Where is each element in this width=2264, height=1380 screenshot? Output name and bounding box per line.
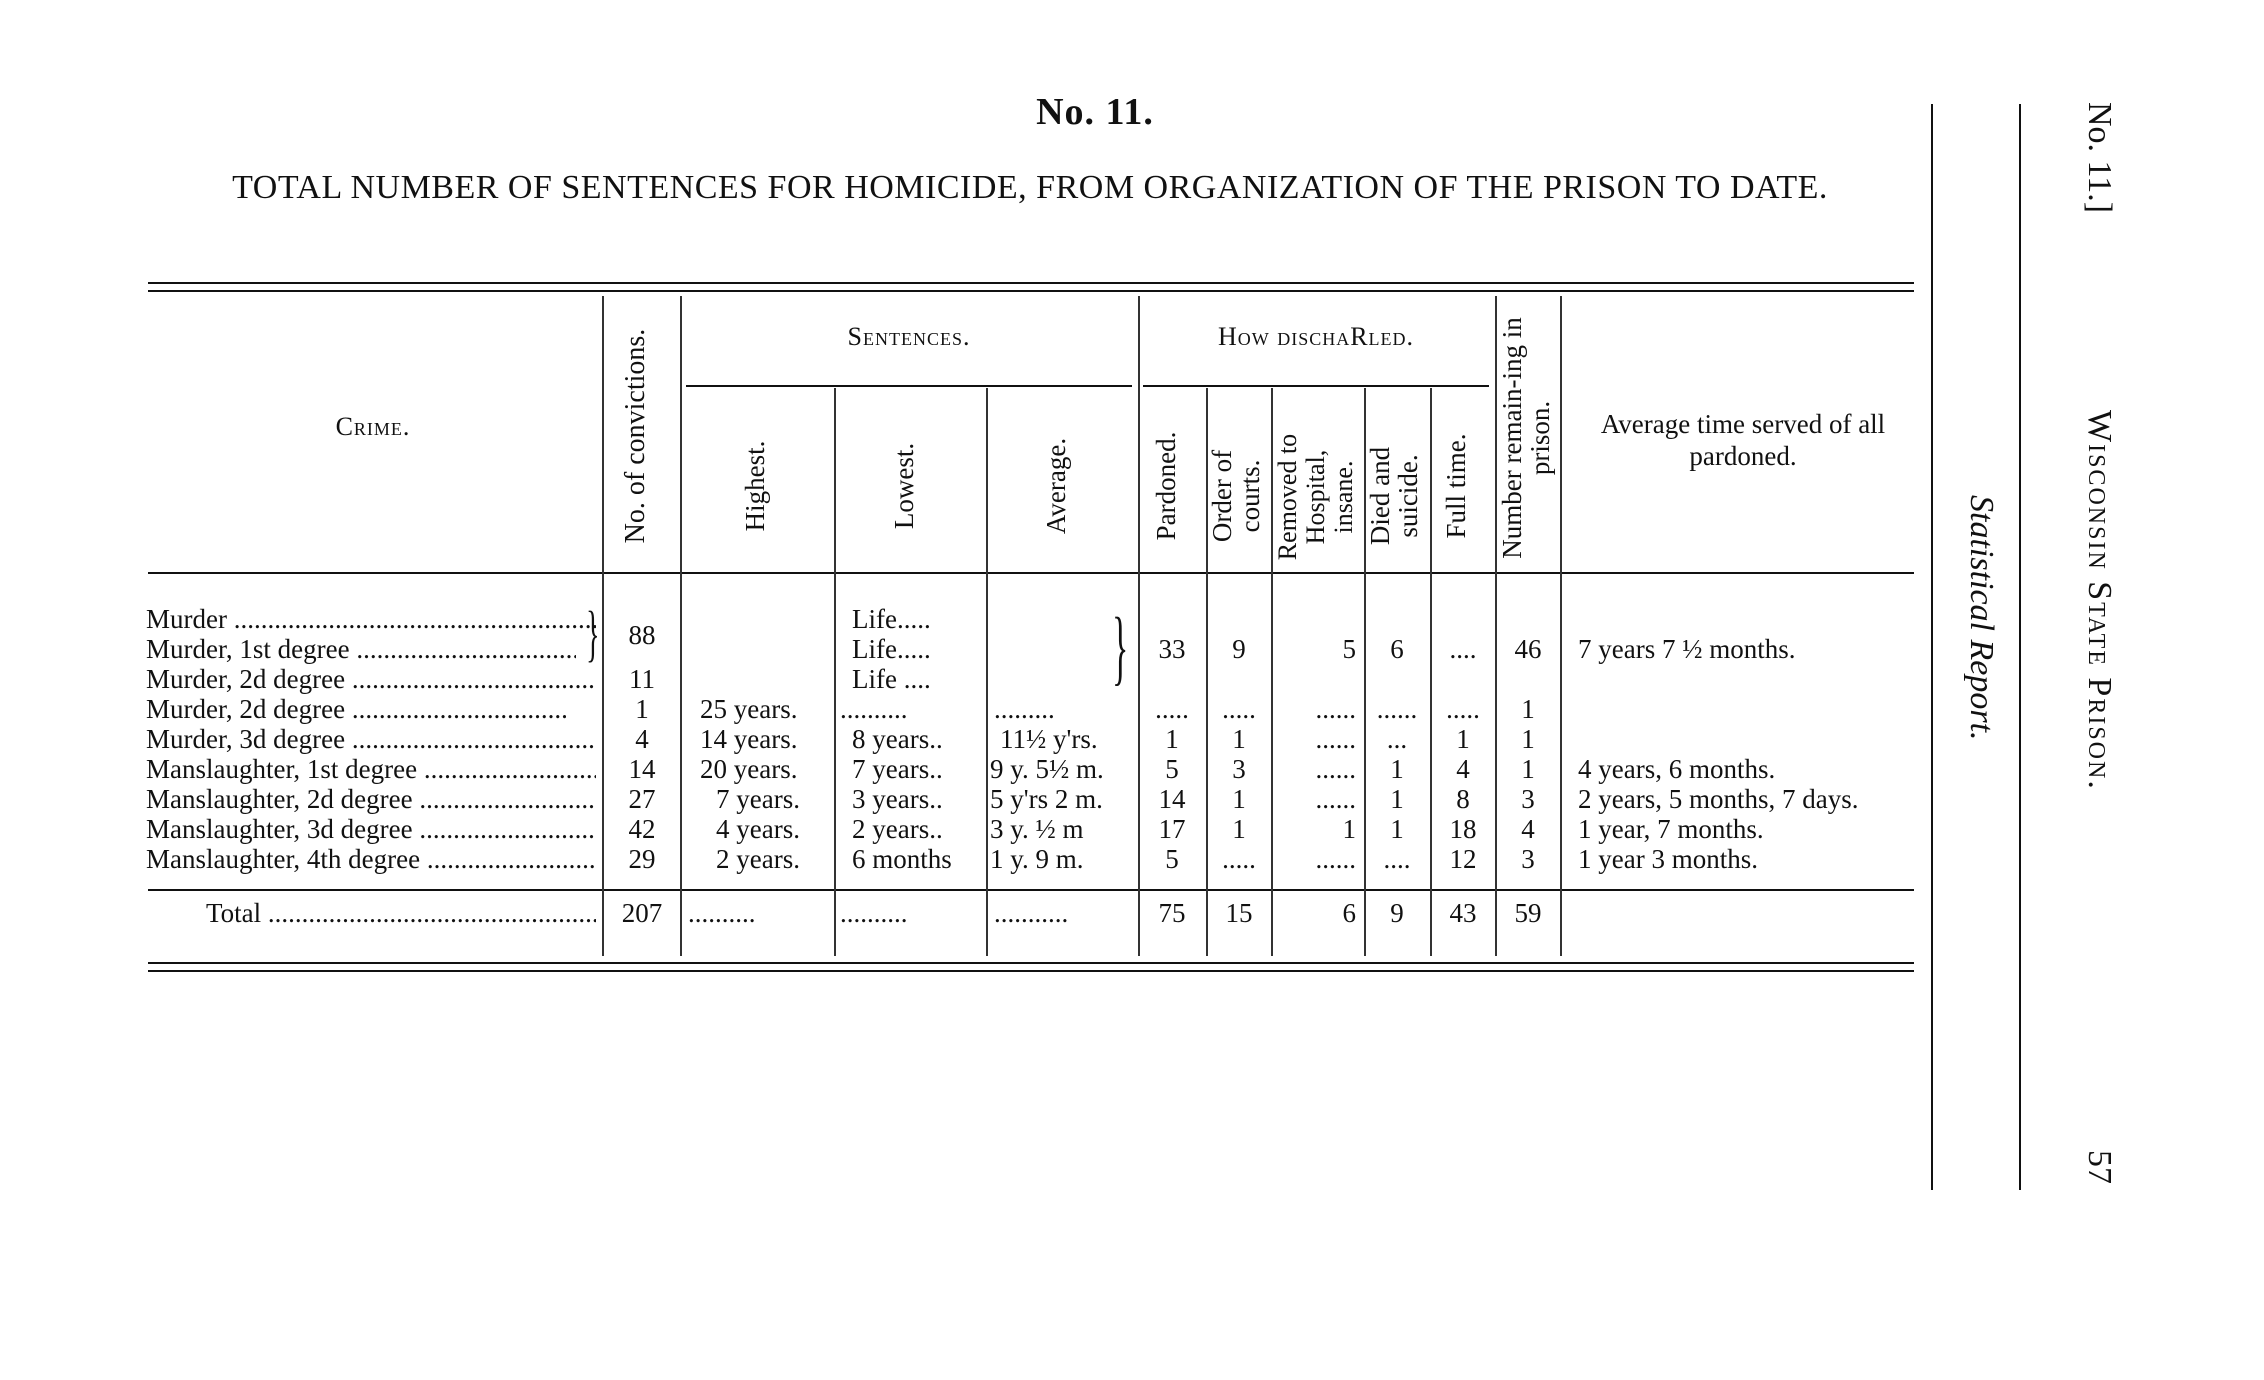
- row-crime: Murder, 2d degree .....: [146, 694, 566, 724]
- table-number: No. 11.: [1036, 91, 1154, 133]
- cell-pardoned: 17: [1158, 814, 1186, 844]
- cell-died: ...: [1386, 724, 1408, 754]
- cell-highest: 4 years.: [716, 814, 800, 844]
- cell-order: .....: [1222, 694, 1256, 724]
- page-number: 57: [2081, 1150, 2118, 1184]
- total-pardoned: 75: [1158, 898, 1186, 928]
- cell-died: ......: [1376, 694, 1418, 724]
- cell-average: 9 y. 5½ m.: [990, 754, 1104, 784]
- running-page-label: No. 11.]: [2081, 102, 2118, 214]
- section-label: Statistical Report.: [1963, 495, 2000, 741]
- cell-avg-served: 2 years, 5 months, 7 days.: [1578, 784, 1859, 814]
- cell-average: 11½ y'rs.: [1000, 724, 1098, 754]
- murder-group-removed: 5: [1342, 634, 1356, 664]
- header-died-suicide: Died and suicide.: [1365, 446, 1423, 546]
- cell-full-time: 18: [1449, 814, 1477, 844]
- col-rule: [602, 296, 604, 956]
- cell-average: 1 y. 9 m.: [990, 844, 1084, 874]
- header-full-time: Full time.: [1441, 433, 1471, 539]
- cell-average: .........: [994, 694, 1055, 724]
- margin-rule-left: [1931, 104, 1933, 1190]
- cell-lowest: 6 months: [852, 844, 952, 874]
- cell-died: 1: [1390, 784, 1404, 814]
- col-rule: [680, 296, 682, 956]
- total-remaining: 59: [1514, 898, 1542, 928]
- cell-pardoned: .....: [1155, 694, 1189, 724]
- cell-remaining: 4: [1521, 814, 1535, 844]
- cell-removed: ......: [1315, 724, 1356, 754]
- cell-removed: ......: [1315, 754, 1356, 784]
- cell-remaining: 1: [1521, 724, 1535, 754]
- cell-lowest: Life.....: [852, 604, 931, 634]
- header-how-discharged: How dischaRled.: [1217, 322, 1415, 351]
- cell-died: ....: [1383, 844, 1411, 874]
- total-full-time: 43: [1449, 898, 1477, 928]
- col-rule: [834, 388, 836, 956]
- total-label: Total .....: [206, 898, 596, 928]
- row-crime: Murder, 3d degree .....: [146, 724, 596, 754]
- cell-convictions: 11: [629, 664, 655, 694]
- cell-full-time: 4: [1456, 754, 1470, 784]
- row-crime: Murder .....: [146, 604, 596, 634]
- col-rule: [1560, 296, 1562, 956]
- rule-total-top: [148, 889, 1914, 891]
- cell-lowest: 7 years..: [852, 754, 943, 784]
- cell-removed: ......: [1315, 784, 1356, 814]
- murder-group-convictions: 88: [628, 620, 656, 650]
- cell-convictions: 27: [628, 784, 656, 814]
- rule-top-2: [148, 290, 1914, 292]
- cell-lowest: Life ....: [852, 664, 931, 694]
- rule-bottom-1: [148, 962, 1914, 964]
- cell-avg-served: 4 years, 6 months.: [1578, 754, 1776, 784]
- cell-died: 1: [1390, 814, 1404, 844]
- row-crime: Murder, 2d degree .....: [146, 664, 596, 694]
- cell-convictions: 42: [628, 814, 656, 844]
- header-convictions: No. of convictions.: [620, 328, 651, 544]
- cell-removed: ......: [1315, 844, 1356, 874]
- cell-full-time: 12: [1449, 844, 1477, 874]
- header-highest: Highest.: [740, 440, 770, 532]
- cell-order: 1: [1232, 814, 1246, 844]
- cell-lowest: 2 years..: [852, 814, 943, 844]
- rule-top-1: [148, 282, 1914, 284]
- row-crime: Murder, 1st degree .....: [146, 634, 576, 664]
- cell-pardoned: 5: [1165, 754, 1179, 784]
- cell-order: .....: [1222, 844, 1256, 874]
- murder-group-avg-served: 7 years 7 ½ months.: [1578, 634, 1796, 664]
- header-sentences: Sentences.: [847, 322, 971, 351]
- cell-average: 3 y. ½ m: [990, 814, 1084, 844]
- total-average: ...........: [994, 898, 1069, 928]
- cell-convictions: 29: [628, 844, 656, 874]
- row-crime: Manslaughter, 1st degree .....: [146, 754, 596, 784]
- row-crime: Manslaughter, 2d degree .....: [146, 784, 596, 814]
- cell-lowest: ..........: [840, 694, 908, 724]
- header-crime: Crime.: [335, 412, 411, 441]
- total-died: 9: [1390, 898, 1404, 928]
- cell-highest: 14 years.: [700, 724, 798, 754]
- murder-group-full: ....: [1449, 634, 1477, 664]
- row-crime: Manslaughter, 4th degree .....: [146, 844, 596, 874]
- cell-pardoned: 5: [1165, 844, 1179, 874]
- cell-average: 5 y'rs 2 m.: [990, 784, 1103, 814]
- cell-convictions: 4: [635, 724, 649, 754]
- col-rule: [986, 388, 988, 956]
- cell-lowest: 8 years..: [852, 724, 943, 754]
- cell-avg-served: 1 year 3 months.: [1578, 844, 1758, 874]
- cell-highest: 25 years.: [700, 694, 798, 724]
- brace-life: }: [1112, 601, 1129, 694]
- header-order-of-courts: Order of courts.: [1207, 449, 1265, 543]
- cell-highest: 20 years.: [700, 754, 798, 784]
- cell-lowest: Life.....: [852, 634, 931, 664]
- row-crime: Manslaughter, 3d degree .....: [146, 814, 596, 844]
- cell-removed: 1: [1342, 814, 1356, 844]
- rule-sentences: [686, 385, 1132, 387]
- murder-group-pardoned: 33: [1158, 634, 1186, 664]
- cell-full-time: 8: [1456, 784, 1470, 814]
- running-title: Wisconsin State Prison.: [2081, 410, 2118, 791]
- cell-highest: 2 years.: [716, 844, 800, 874]
- table-title: TOTAL NUMBER OF SENTENCES FOR HOMICIDE, FROM ORGANIZATION OF THE PRISON TO DATE.: [232, 169, 1828, 206]
- total-lowest: ..........: [840, 898, 908, 928]
- cell-order: 1: [1232, 784, 1246, 814]
- header-average: Average.: [1041, 437, 1071, 535]
- total-order: 15: [1225, 898, 1253, 928]
- header-average-time-served: Average time served of all pardoned.: [1600, 409, 1886, 471]
- total-removed: 6: [1342, 898, 1356, 928]
- header-pardoned: Pardoned.: [1151, 431, 1181, 541]
- cell-remaining: 3: [1521, 784, 1535, 814]
- rule-header-bottom: [148, 572, 1914, 574]
- murder-group-remaining: 46: [1514, 634, 1542, 664]
- murder-group-died: 6: [1390, 634, 1404, 664]
- cell-highest: 7 years.: [716, 784, 800, 814]
- margin-rule-right: [2019, 104, 2021, 1190]
- total-convictions: 207: [621, 898, 663, 928]
- cell-convictions: 1: [635, 694, 649, 724]
- cell-order: 1: [1232, 724, 1246, 754]
- rule-discharged: [1143, 385, 1489, 387]
- cell-order: 3: [1232, 754, 1246, 784]
- total-highest: ..........: [688, 898, 756, 928]
- cell-remaining: 3: [1521, 844, 1535, 874]
- cell-convictions: 14: [628, 754, 656, 784]
- cell-remaining: 1: [1521, 754, 1535, 784]
- cell-pardoned: 14: [1158, 784, 1186, 814]
- cell-died: 1: [1390, 754, 1404, 784]
- header-number-remaining: Number remain-ing in prison.: [1497, 317, 1555, 559]
- header-lowest: Lowest.: [889, 442, 919, 530]
- cell-lowest: 3 years..: [852, 784, 943, 814]
- cell-full-time: 1: [1456, 724, 1470, 754]
- brace-right: }: [586, 600, 600, 668]
- cell-pardoned: 1: [1165, 724, 1179, 754]
- cell-avg-served: 1 year, 7 months.: [1578, 814, 1764, 844]
- murder-group-order: 9: [1232, 634, 1246, 664]
- rule-bottom-2: [148, 970, 1914, 972]
- header-removed-hospital: Removed to Hospital, insane.: [1273, 433, 1358, 561]
- cell-full-time: .....: [1446, 694, 1480, 724]
- cell-remaining: 1: [1521, 694, 1535, 724]
- cell-removed: ......: [1315, 694, 1356, 724]
